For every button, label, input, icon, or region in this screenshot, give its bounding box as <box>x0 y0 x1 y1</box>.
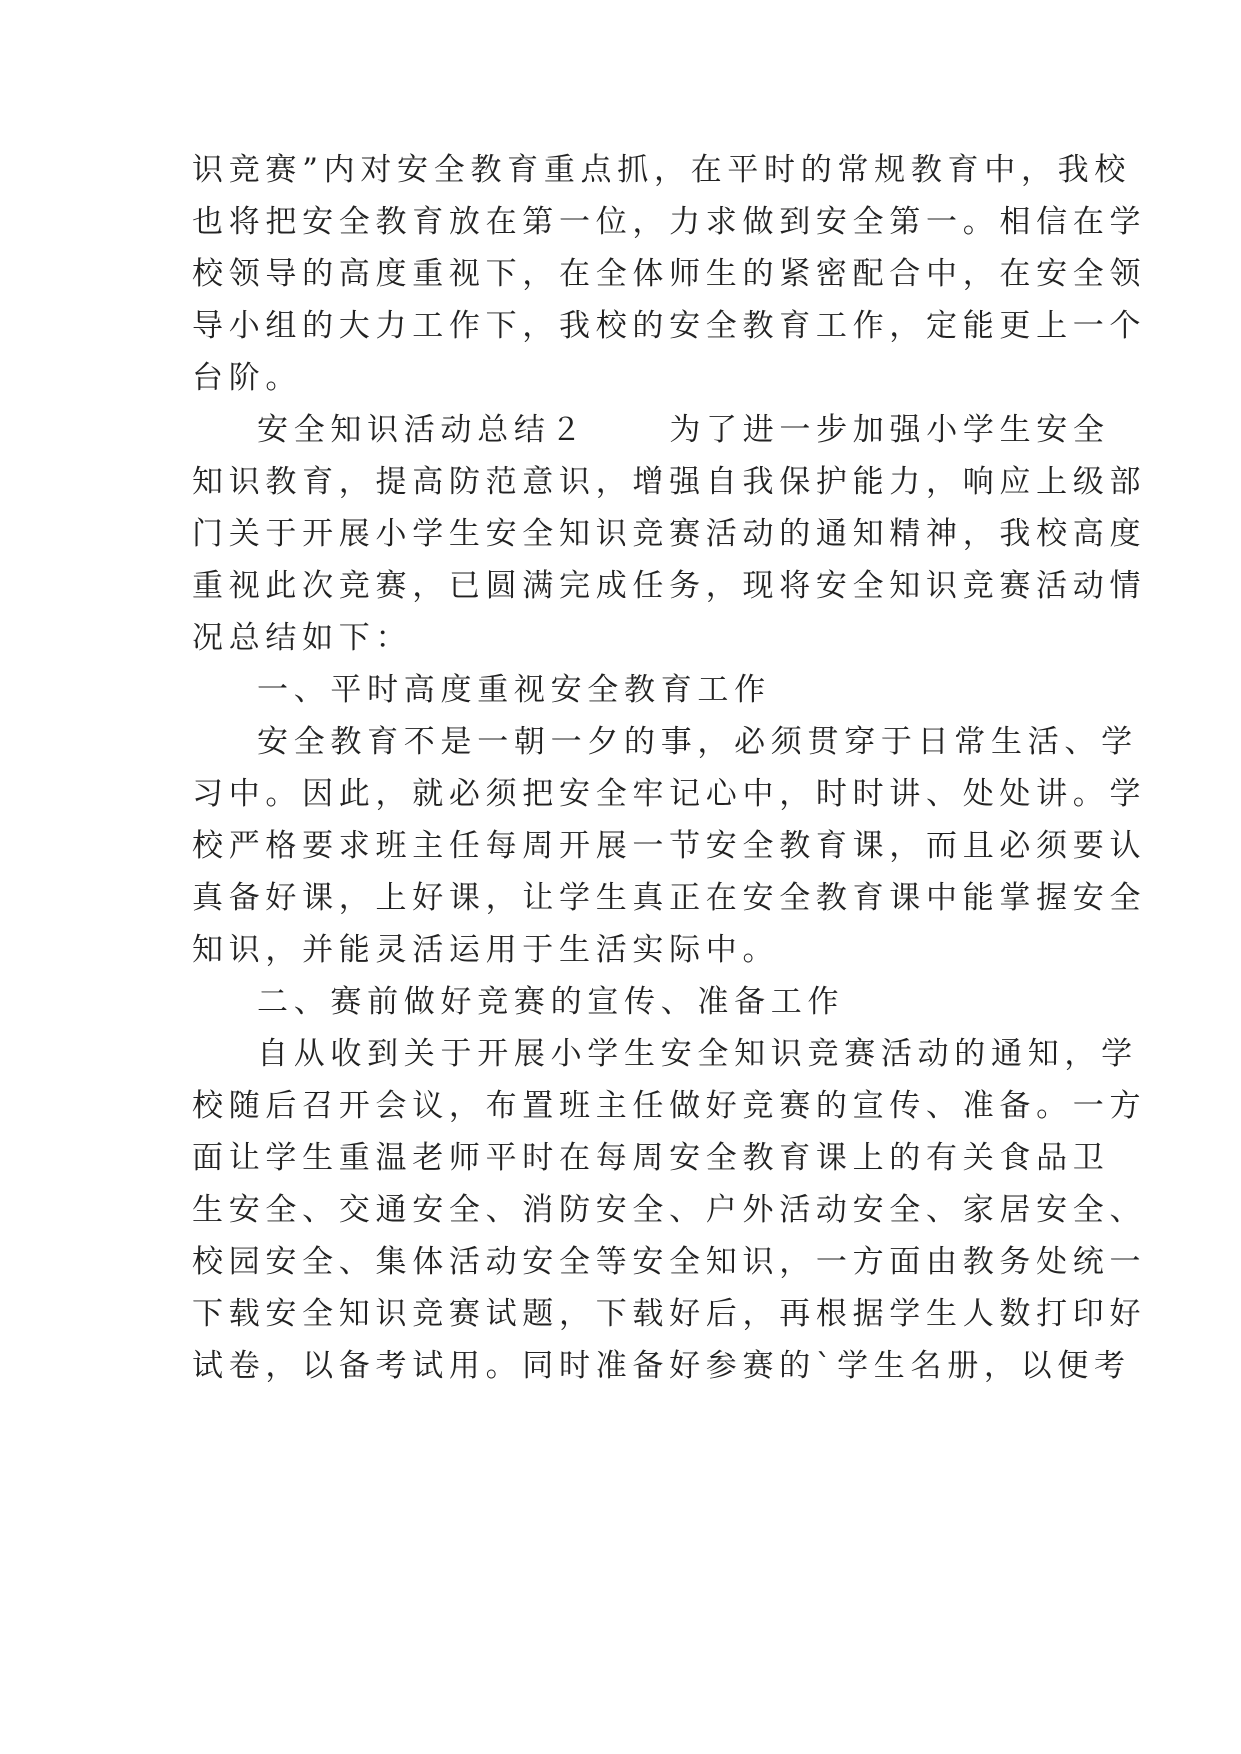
subheading-one: 一、平时高度重视安全教育工作 <box>257 672 771 708</box>
body-line: 重视此次竞赛，已圆满完成任务，现将安全知识竞赛活动情 <box>192 568 1147 604</box>
body-line: 校园安全、集体活动安全等安全知识，一方面由教务处统一 <box>192 1244 1147 1280</box>
body-line: 安全教育不是一朝一夕的事，必须贯穿于日常生活、学 <box>257 724 1138 760</box>
body-line: 面让学生重温老师平时在每周安全教育课上的有关食品卫 <box>192 1140 1110 1176</box>
section-heading-line <box>257 408 1110 452</box>
body-line: 试卷，以备考试用。同时准备好参赛的`学生名册，以便考 <box>192 1348 1131 1384</box>
body-line: 知识教育，提高防范意识，增强自我保护能力，响应上级部 <box>192 464 1147 500</box>
body-line: 况总结如下： <box>192 620 413 656</box>
body-line: 也将把安全教育放在第一位，力求做到安全第一。相信在学 <box>192 204 1147 240</box>
body-line: 导小组的大力工作下，我校的安全教育工作，定能更上一个 <box>192 308 1147 344</box>
body-line: 识竞赛”内对安全教育重点抓，在平时的常规教育中，我校 <box>192 152 1132 188</box>
body-line: 自从收到关于开展小学生安全知识竞赛活动的通知，学 <box>257 1036 1138 1072</box>
body-line: 习中。因此，就必须把安全牢记心中，时时讲、处处讲。学 <box>192 776 1147 812</box>
body-line: 校领导的高度重视下，在全体师生的紧密配合中，在安全领 <box>192 256 1147 292</box>
section-title-continuation: 为了进一步加强小学生安全 <box>669 412 1110 448</box>
body-line: 下载安全知识竞赛试题，下载好后，再根据学生人数打印好 <box>192 1296 1147 1332</box>
body-line: 校严格要求班主任每周开展一节安全教育课，而且必须要认 <box>192 828 1147 864</box>
body-line: 真备好课，上好课，让学生真正在安全教育课中能掌握安全 <box>192 880 1147 916</box>
body-line: 校随后召开会议，布置班主任做好竞赛的宣传、准备。一方 <box>192 1088 1147 1124</box>
body-line: 台阶。 <box>192 360 303 396</box>
section-title: 安全知识活动总结２ <box>257 412 588 448</box>
body-line: 知识，并能灵活运用于生活实际中。 <box>192 932 780 968</box>
body-line: 生安全、交通安全、消防安全、户外活动安全、家居安全、 <box>192 1192 1147 1228</box>
body-line: 门关于开展小学生安全知识竞赛活动的通知精神，我校高度 <box>192 516 1147 552</box>
subheading-two: 二、赛前做好竞赛的宣传、准备工作 <box>257 984 845 1020</box>
